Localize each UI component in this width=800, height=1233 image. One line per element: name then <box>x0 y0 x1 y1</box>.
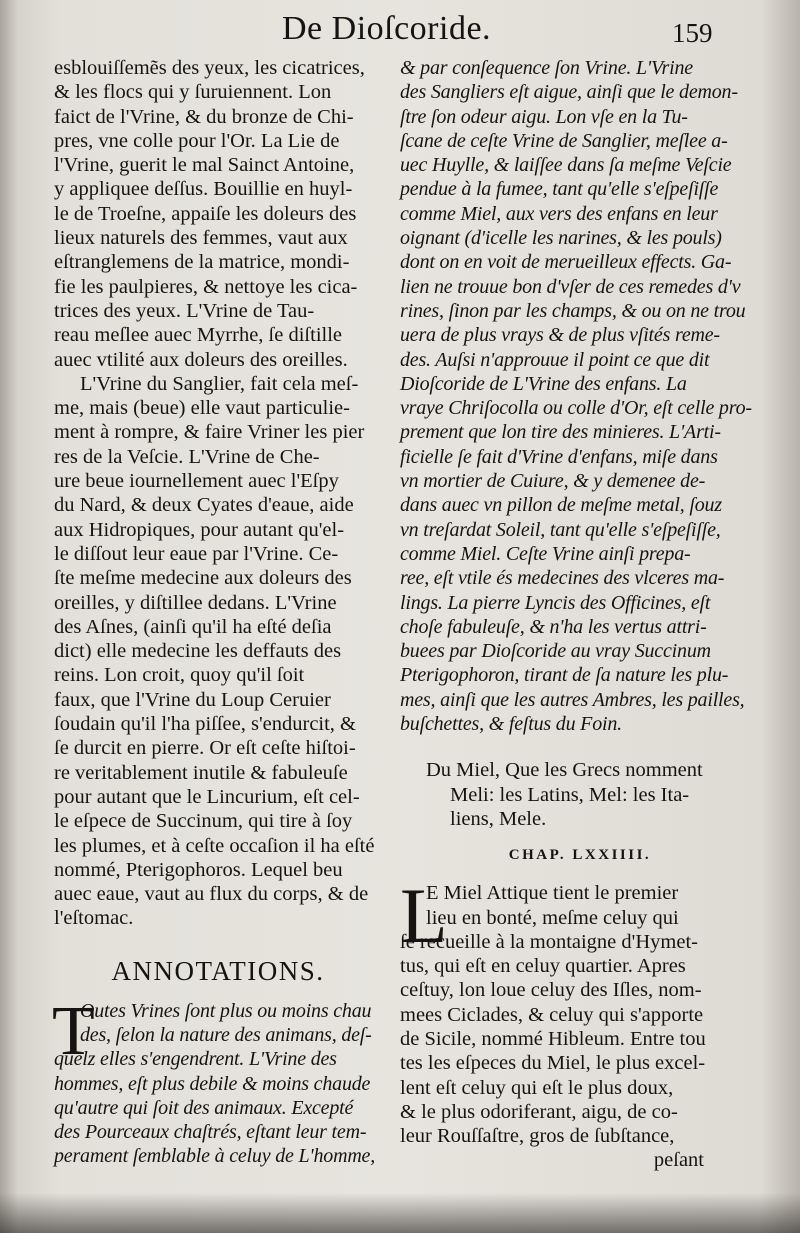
text-line: buſchettes, & feſtus du Foin. <box>400 713 622 736</box>
text-line: rines, ſinon par les champs, & ou on ne trou <box>400 299 746 322</box>
chapter-title-line: liens, Mele. <box>450 807 547 830</box>
text-line: faict de l'Vrine, & du bronze de Chi- <box>54 105 354 128</box>
text-line: ſte meſme medecine aux doleurs des <box>54 567 352 590</box>
chapter-title-line: Meli: les Latins, Mel: les Ita- <box>450 783 690 806</box>
right-column <box>400 56 752 1173</box>
spacer <box>54 931 382 949</box>
annotations-heading: ANNOTATIONS. <box>111 955 325 986</box>
text-line: auec eaue, vaut au flux du corps, & de <box>54 883 369 906</box>
left-column <box>54 56 382 1169</box>
text-line: des. Auſsi n'approuue il point ce que dit <box>400 348 710 371</box>
text-line: ment à rompre, & faire Vriner les pier <box>54 421 365 444</box>
text-line: ſcane de ceſte Vrine de Sanglier, meſlee a- <box>400 129 728 152</box>
text-line: le diſſout leur eaue par l'Vrine. Ce- <box>54 542 339 565</box>
running-title: De Dioſcoride. <box>282 10 492 47</box>
annotations-text <box>52 992 382 1169</box>
text-line: qu'autre qui ſoit des animaux. Excepté <box>54 1096 354 1119</box>
text-line: esblouiſſemẽs des yeux, les cicatrices, <box>54 57 365 79</box>
text-line: buees par Dioſcoride au vray Succinum <box>400 640 711 663</box>
text-line: dict) elle medecine les deffauts des <box>54 640 342 663</box>
text-line: faux, que l'Vrine du Loup Ceruier <box>54 688 331 711</box>
text-line: le eſpece de Succinum, qui tire à ſoy <box>54 810 353 833</box>
chapter-title <box>400 758 730 831</box>
text-line: mees Ciclades, & celuy qui s'apporte <box>400 1003 704 1026</box>
text-line: vn treſardat Soleil, tant qu'elle s'eſpeſiſſe, <box>400 518 721 541</box>
text-line: lieux naturels des femmes, vaut aux <box>54 227 348 250</box>
text-line: & le plus odoriferant, aigu, de co- <box>400 1100 678 1123</box>
text-line: du Nard, & deux Cyates d'eaue, aide <box>54 494 354 517</box>
text-line: lieu en bonté, meſme celuy qui <box>426 906 679 929</box>
spacer <box>400 873 730 881</box>
text-line: ſtre ſon odeur aigu. Lon vſe en la Tu- <box>400 105 688 128</box>
text-line: des Aſnes, (ainſi qu'il ha eſté deſia <box>54 615 332 638</box>
text-line: me, mais (beue) elle vaut particulie- <box>54 397 350 420</box>
annotations-continued <box>400 56 752 736</box>
text-line: oreilles, y diſtillee dedans. L'Vrine <box>54 591 337 614</box>
text-line: pres, vne colle pour l'Or. La Lie de <box>54 129 340 152</box>
text-line: des, ſelon la nature des animans, deſ- <box>80 1023 372 1046</box>
paragraph-boar-urine <box>54 372 382 931</box>
text-line: comme Miel, aux vers des enfans en leur <box>400 202 718 225</box>
text-line: reau meſlee auec Myrrhe, ſe diſtille <box>54 324 343 347</box>
text-line: ſoudain qu'il l'ha piſſee, s'endurcit, & <box>54 713 357 736</box>
text-line: Dioſcoride de L'Vrine des enfans. La <box>400 372 687 395</box>
text-line: les plumes, et à ceſte occaſion il ha eſté <box>54 834 375 857</box>
text-line: re veritablement inutile & fabuleuſe <box>54 761 348 784</box>
catchword: peſant <box>653 1149 704 1172</box>
text-line: l'Vrine, guerit le mal Sainct Antoine, <box>54 154 355 177</box>
text-line: aux Hidropiques, pour autant qu'el- <box>54 518 345 541</box>
text-line: l'eſtomac. <box>54 907 134 930</box>
text-line: ficielle ſe fait d'Vrine d'enfans, miſe dans <box>400 445 718 468</box>
drop-cap-initial: T <box>52 992 95 1070</box>
text-line: dans auec vn pillon de meſme metal, ſouz <box>400 494 722 517</box>
text-line: tes les eſpeces du Miel, le plus excel- <box>400 1052 706 1075</box>
text-line: ceſtuy, lon loue celuy des Iſles, nom- <box>400 979 702 1002</box>
text-line: perament ſemblable à celuy de L'homme, <box>54 1145 376 1168</box>
text-line: lien ne trouue bon d'vſer de ces remedes d'v <box>400 275 741 298</box>
text-line: ſe recueille à la montaigne d'Hymet- <box>400 930 698 953</box>
text-line: fie les paulpieres, & nettoye les cica- <box>54 275 358 298</box>
text-line: ure beue iournellement auec l'Eſpy <box>54 470 339 493</box>
chapter-number: CHAP. LXXIIII. <box>508 847 652 864</box>
text-line: reins. Lon croit, quoy qu'il ſoit <box>54 664 305 687</box>
text-line: oignant (d'icelle les narines, & les pouls) <box>400 227 722 250</box>
paragraph-urine-remedies <box>54 56 382 372</box>
text-line: lent eſt celuy qui eſt le plus doux, <box>400 1076 674 1099</box>
chapter-title-line: Du Miel, Que les Grecs nomment <box>426 759 703 782</box>
text-line: de Sicile, nommé Hibleum. Entre tou <box>400 1027 706 1050</box>
spacer <box>400 736 730 758</box>
text-line: nommé, Pterigophoros. Lequel beu <box>54 858 343 881</box>
text-line: prement que lon tire des minieres. L'Arti- <box>400 421 721 444</box>
text-line: uera de plus vrays & de plus vſités reme- <box>400 324 720 347</box>
text-line: & les flocs qui y ſuruiennent. Lon <box>54 81 332 104</box>
text-line: Outes Vrines ſont plus ou moins chau <box>80 999 372 1022</box>
page-number: 159 <box>672 18 713 48</box>
text-line: des Pourceaux chaſtrés, eſtant leur tem- <box>54 1121 367 1144</box>
text-line: comme Miel. Ceſte Vrine ainſi prepa- <box>400 542 691 565</box>
text-line: dont on en voit de merueilleux effects. Ga- <box>400 251 732 274</box>
text-line: quelz elles s'engendrent. L'Vrine des <box>54 1048 337 1071</box>
text-line: pendue à la fumee, tant qu'elle s'eſpeſiſſe <box>400 178 719 201</box>
text-line: des Sangliers eſt aigue, ainſi que le demon- <box>400 81 738 104</box>
text-line: vn mortier de Cuiure, & y demenee de- <box>400 470 706 493</box>
text-line: L'Vrine du Sanglier, fait cela meſ- <box>80 372 359 395</box>
text-line: E Miel Attique tient le premier <box>426 882 679 905</box>
text-line: pour autant que le Lincurium, eſt cel- <box>54 785 360 808</box>
text-line: & par conſequence ſon Vrine. L'Vrine <box>400 57 693 79</box>
text-line: ree, eſt vtile és medecines des vlceres ma- <box>400 567 725 590</box>
text-line: choſe fabuleuſe, & n'ha les vertus attri- <box>400 615 707 638</box>
text-line: le de Troeſne, appaiſe les doleurs des <box>54 202 357 225</box>
miel-paragraph <box>400 872 730 1173</box>
text-line: vraye Chriſocolla ou colle d'Or, eſt celle pro- <box>400 397 752 420</box>
text-line: uec Huylle, & laiſſee dans ſa meſme Veſcie <box>400 154 732 177</box>
text-line: auec vtilité aux doleurs des oreilles. <box>54 348 348 371</box>
text-line: y appliquee deſſus. Bouillie en huyl- <box>54 178 353 201</box>
text-line: trices des yeux. L'Vrine de Tau- <box>54 299 315 322</box>
text-line: res de la Veſcie. L'Vrine de Che- <box>54 445 320 468</box>
text-line: eſtranglemens de la matrice, mondi- <box>54 251 350 274</box>
text-line: ſe durcit en pierre. Or eſt ceſte hiſtoi- <box>54 737 356 760</box>
text-line: tus, qui eſt en celuy quartier. Apres <box>400 955 686 978</box>
drop-cap-initial: L <box>400 872 448 960</box>
text-line: hommes, eſt plus debile & moins chaude <box>54 1072 371 1095</box>
text-line: leur Rouſſaſtre, gros de ſubſtance, <box>400 1125 675 1148</box>
text-line: mes, ainſi que les autres Ambres, les pailles, <box>400 688 745 711</box>
text-line: lings. La pierre Lyncis des Officines, eſt <box>400 591 711 614</box>
text-line: Pterigophoron, tirant de ſa nature les plu- <box>400 664 729 687</box>
